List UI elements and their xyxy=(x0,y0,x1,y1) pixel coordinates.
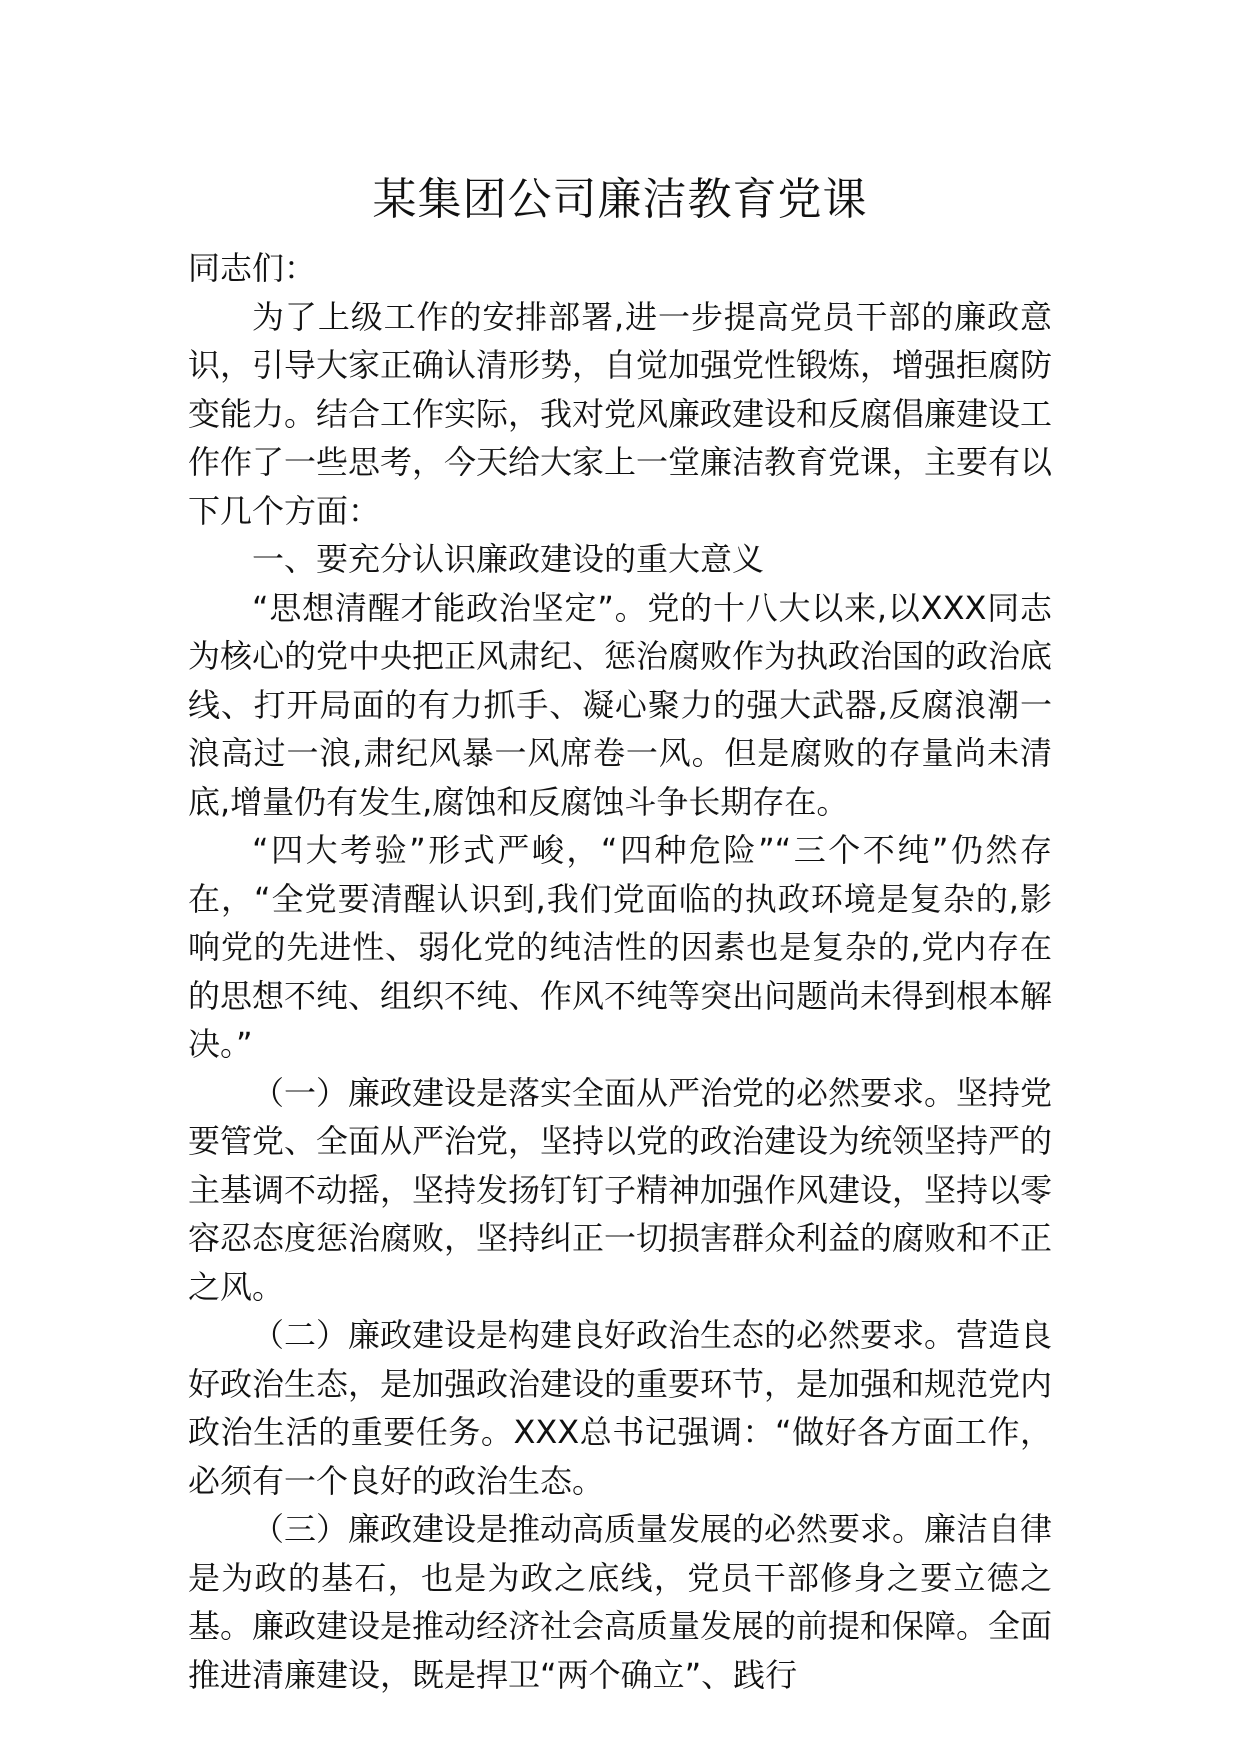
paragraph: （一）廉政建设是落实全面从严治党的必然要求。坚持党要管党、全面从严治党，坚持以党的政治建设为统领坚持严的主基调不动摇，坚持发扬钉钉子精神加强作风建设，坚持以零容忍态度惩治腐败，坚持纠正一切损害群众利益的腐败和不正之风。 xyxy=(188,1073,1053,1306)
paragraph: （三）廉政建设是推动高质量发展的必然要求。廉洁自律是为政的基石，也是为政之底线，党员干部修身之要立德之基。廉政建设是推动经济社会高质量发展的前提和保障。全面推进清廉建设，既是捍卫“两个确立”、践行 xyxy=(188,1510,1053,1694)
paragraph: （二）廉政建设是构建良好政治生态的必然要求。营造良好政治生态，是加强政治建设的重要环节，是加强和规范党内政治生活的重要任务。XXX总书记强调：“做好各方面工作，必须有一个良好的政治生态。 xyxy=(188,1316,1053,1500)
paragraph-intro: 为了上级工作的安排部署,进一步提高党员干部的廉政意识，引导大家正确认清形势，自觉加强党性锻炼，增强拒腐防变能力。结合工作实际，我对党风廉政建设和反腐倡廉建设工作作了一些思考，今天给大家上一堂廉洁教育党课，主要有以下几个方面： xyxy=(188,297,1053,530)
section-heading-1: 一、要充分认识廉政建设的重大意义 xyxy=(252,540,765,578)
document-body xyxy=(188,244,1052,1699)
paragraph: “思想清醒才能政治坚定”。党的十八大以来,以XXX同志为核心的党中央把正风肃纪、惩治腐败作为执政治国的政治底线、打开局面的有力抓手、凝心聚力的强大武器,反腐浪潮一浪高过一浪,肃纪风暴一风席卷一风。但是腐败的存量尚未清底,增量仍有发生,腐蚀和反腐蚀斗争长期存在。 xyxy=(188,588,1053,821)
salutation: 同志们： xyxy=(188,249,317,287)
document-title: 某集团公司廉洁教育党课 xyxy=(372,174,868,225)
paragraph: “四大考验”形式严峻，“四种危险”“三个不纯”仍然存在，“全党要清醒认识到,我们党面临的执政环境是复杂的,影响党的先进性、弱化党的纯洁性的因素也是复杂的,党内存在的思想不纯、组织不纯、作风不纯等突出问题尚未得到根本解决。” xyxy=(188,831,1053,1063)
